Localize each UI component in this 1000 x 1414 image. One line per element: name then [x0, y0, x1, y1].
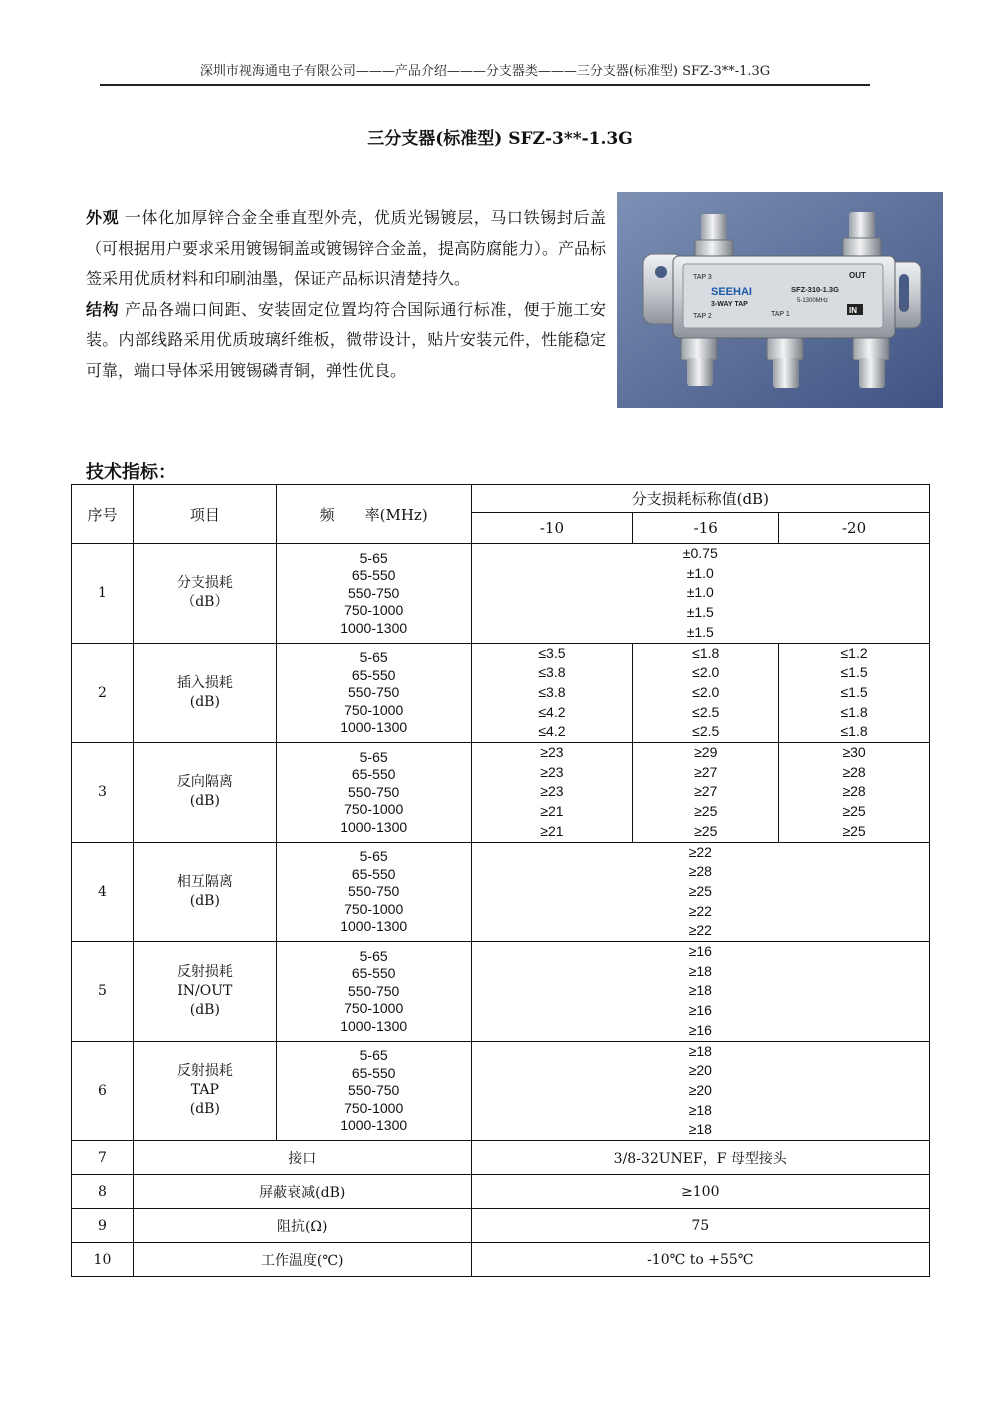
row-freqs: 5-65 65-550 550-750 750-1000 1000-1300: [276, 643, 471, 743]
row-item: 插入损耗 (dB): [133, 643, 276, 743]
row-values-16: ≤1.8 ≤2.0 ≤2.0 ≤2.5 ≤2.5: [633, 643, 779, 743]
table-row: [72, 1243, 930, 1277]
row-value: 3/8-32UNEF，F 母型接头: [471, 1141, 929, 1175]
header-col-20: -20: [779, 513, 930, 544]
label-in: IN: [849, 306, 857, 315]
table-row: [72, 842, 930, 942]
row-no: 7: [72, 1141, 134, 1175]
row-item: 接口: [133, 1141, 471, 1175]
row-item: 阻抗(Ω): [133, 1209, 471, 1243]
row-no: 8: [72, 1175, 134, 1209]
range-label: 5-1300MHz: [797, 298, 829, 304]
table-row: [72, 1041, 930, 1141]
label-out: OUT: [849, 271, 866, 280]
table-row: [72, 1141, 930, 1175]
row-values-10: ≥23 ≥23 ≥23 ≥21 ≥21: [471, 743, 633, 843]
row-no: 6: [72, 1041, 134, 1141]
row-no: 9: [72, 1209, 134, 1243]
row-values-10: ≤3.5 ≤3.8 ≤3.8 ≤4.2 ≤4.2: [471, 643, 633, 743]
row-no: 5: [72, 942, 134, 1042]
label-tap2: TAP 2: [693, 313, 712, 320]
label-tap3: TAP 3: [693, 274, 712, 281]
row-values-20: ≤1.2 ≤1.5 ≤1.5 ≤1.8 ≤1.8: [779, 643, 930, 743]
spec-heading: 技术指标：: [86, 462, 176, 483]
header-no: 序号: [72, 485, 134, 544]
row-no: 2: [72, 643, 134, 743]
structure-text: 产品各端口间距、安装固定位置均符合国际通行标准，便于施工安装。内部线路采用优质玻璃纤维板，微带设计，贴片安装元件，性能稳定可靠，端口导体采用镀锡磷青铜，弹性优良。: [86, 299, 606, 380]
row-value: -10℃ to +55℃: [471, 1243, 929, 1277]
header-divider: [100, 84, 870, 86]
model-label: SFZ-310-1.3G: [791, 285, 839, 294]
row-values: ≥18 ≥20 ≥20 ≥18 ≥18: [471, 1041, 929, 1141]
row-values: ±0.75 ±1.0 ±1.0 ±1.5 ±1.5: [471, 544, 929, 644]
table-row: [72, 743, 930, 843]
intro-paragraph: [86, 203, 606, 386]
row-freqs: 5-65 65-550 550-750 750-1000 1000-1300: [276, 743, 471, 843]
label-tap1: TAP 1: [771, 311, 790, 318]
row-no: 3: [72, 743, 134, 843]
row-item: 工作温度(℃): [133, 1243, 471, 1277]
row-value: ≥100: [471, 1175, 929, 1209]
row-freqs: 5-65 65-550 550-750 750-1000 1000-1300: [276, 1041, 471, 1141]
running-header: 深圳市视海通电子有限公司———产品介绍———分支器类———三分支器(标准型) SFZ-3**-1.3G: [199, 64, 771, 79]
table-row: [72, 942, 930, 1042]
product-photo: [617, 192, 943, 408]
table-header-row: [72, 485, 930, 513]
row-values-20: ≥30 ≥28 ≥28 ≥25 ≥25: [779, 743, 930, 843]
header-nominal: 分支损耗标称值(dB): [471, 485, 929, 513]
appearance-label: 外观: [86, 208, 120, 227]
row-item: 相互隔离 (dB): [133, 842, 276, 942]
document-title: 三分支器(标准型) SFZ-3**-1.3G: [367, 129, 633, 149]
row-no: 10: [72, 1243, 134, 1277]
spec-table: [71, 484, 930, 1277]
row-freqs: 5-65 65-550 550-750 750-1000 1000-1300: [276, 544, 471, 644]
header-col-16: -16: [633, 513, 779, 544]
row-freqs: 5-65 65-550 550-750 750-1000 1000-1300: [276, 842, 471, 942]
row-item: 分支损耗 （dB）: [133, 544, 276, 644]
row-no: 1: [72, 544, 134, 644]
header-item: 项目: [133, 485, 276, 544]
brand-label: SEEHAI: [711, 286, 752, 298]
row-item: 反射损耗 IN/OUT (dB): [133, 942, 276, 1042]
row-no: 4: [72, 842, 134, 942]
row-values-16: ≥29 ≥27 ≥27 ≥25 ≥25: [633, 743, 779, 843]
header-col-10: -10: [471, 513, 633, 544]
row-value: 75: [471, 1209, 929, 1243]
structure-label: 结构: [86, 299, 120, 319]
header-freq: 频 率(MHz): [276, 485, 471, 544]
row-item: 反向隔离 (dB): [133, 743, 276, 843]
table-row: [72, 1209, 930, 1243]
row-item: 反射损耗 TAP (dB): [133, 1041, 276, 1141]
table-row: [72, 1175, 930, 1209]
table-row: [72, 643, 930, 743]
row-item: 屏蔽衰减(dB): [133, 1175, 471, 1209]
row-values: ≥22 ≥28 ≥25 ≥22 ≥22: [471, 842, 929, 942]
row-freqs: 5-65 65-550 550-750 750-1000 1000-1300: [276, 942, 471, 1042]
table-row: [72, 544, 930, 644]
row-values: ≥16 ≥18 ≥18 ≥16 ≥16: [471, 942, 929, 1042]
appearance-text: 一体化加厚锌合金全垂直型外壳，优质光锡镀层，马口铁锡封后盖（可根据用户要求采用镀锡铜盖或镀锡锌合金盖，提高防腐能力）。产品标签采用优质材料和印刷油墨，保证产品标识清楚持久。: [86, 208, 607, 288]
type-label: 3-WAY TAP: [711, 301, 748, 308]
